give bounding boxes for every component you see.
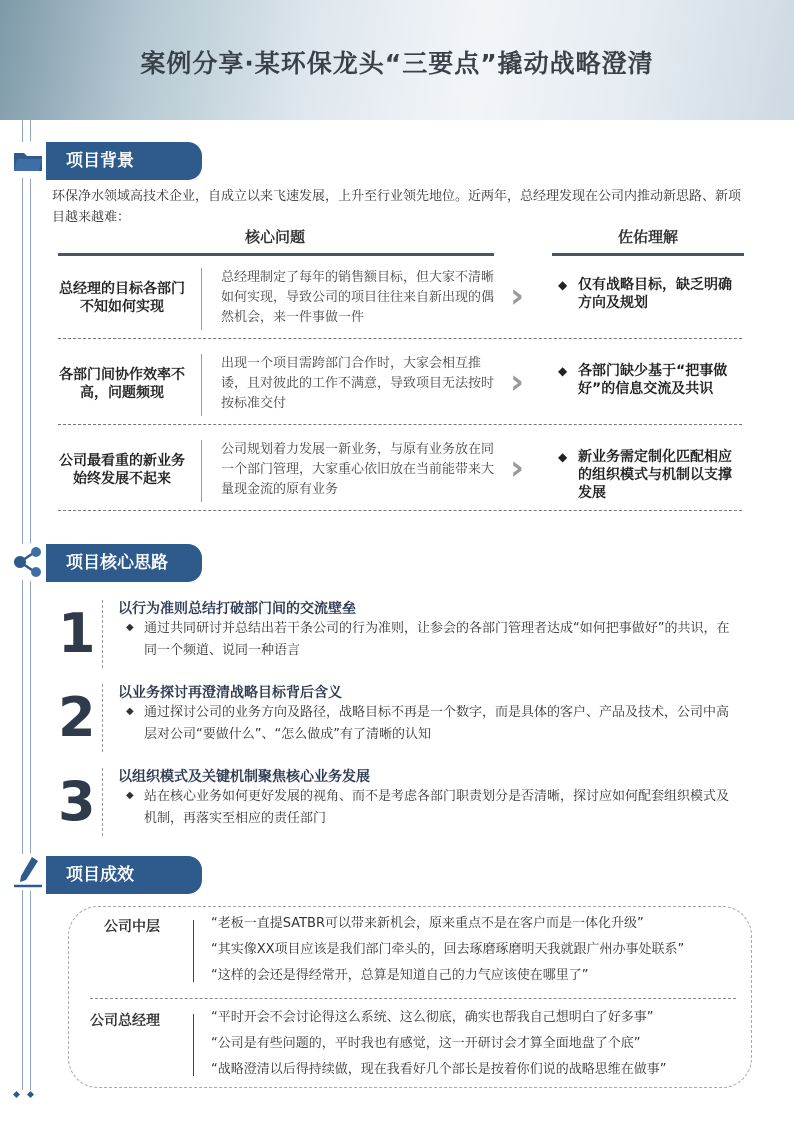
bullet-icon: ◆ — [126, 622, 134, 633]
header-banner — [0, 0, 794, 120]
pen-icon — [8, 852, 48, 892]
step-divider — [102, 600, 104, 668]
row-separator — [58, 510, 742, 511]
step-title: 以组织模式及关键机制聚焦核心业务发展 — [118, 769, 370, 785]
intro-text: 环保净水领域高技术企业，自成立以来飞速发展，上升至行业领先地位。近两年，总经理发现在公司内推动新思路、新项目越来越难： — [52, 189, 742, 225]
step-number: 1 — [58, 602, 96, 665]
step-number: 3 — [58, 770, 96, 833]
chevron-right-icon: › — [510, 362, 525, 402]
feedback-quote: “这样的会还是得经常开，总算是知道自己的力气应该使在哪里了” — [211, 968, 589, 983]
approach-step — [58, 598, 748, 678]
share-nodes-icon — [8, 542, 48, 582]
approach-step — [58, 766, 748, 846]
row-divider — [201, 354, 202, 416]
section-results — [0, 856, 210, 894]
issue-detail: 公司规划着力发展一新业务，与原有业务放在同一个部门管理，大家重心依旧放在当前能带来大量现金流的原有业务 — [221, 442, 495, 497]
step-divider — [102, 684, 104, 752]
step-number: 2 — [58, 686, 96, 749]
left-rule — [22, 120, 23, 1090]
row-separator — [58, 338, 742, 339]
issue-detail: 总经理制定了每年的销售额目标，但大家不清晰如何实现，导致公司的项目往往来自新出现的偶然机会，来一件事做一件 — [221, 270, 495, 325]
page-title: 案例分享·某环保龙头“三要点”撬动战略澄清 — [140, 49, 654, 78]
step-title: 以行为准则总结打破部门间的交流壁垒 — [118, 601, 356, 617]
col-head-issue: 核心问题 — [244, 228, 305, 246]
row-divider — [201, 268, 202, 330]
row-separator — [58, 424, 742, 425]
left-rule — [30, 120, 31, 1090]
step-text: 通过共同研讨并总结出若干条公司的行为准则，让参会的各部门管理者达成“如何把事做好”的共识，在同一个频道、说同一种语言 — [144, 621, 730, 658]
understanding: ◆ 各部门缺少基于“把事做好”的信息交流及共识 — [558, 362, 744, 398]
feedback-quote: “战略澄清以后得持续做，现在我看好几个部长是按着你们说的战略思维在做事” — [211, 1062, 667, 1077]
feedback-quote: “平时开会不会讨论得这么系统、这么彻底，确实也帮我自己想明白了好多事” — [211, 1010, 654, 1025]
issue-question: 公司最看重的新业务始终发展不起来 — [59, 453, 185, 487]
rule-end-marker — [27, 1091, 34, 1098]
feedback-divider — [193, 920, 194, 982]
understanding-text: 仅有战略目标，缺乏明确方向及规划 — [578, 277, 732, 311]
understanding-text: 新业务需定制化匹配相应的组织模式与机制以支撑发展 — [578, 449, 732, 501]
issue-row — [58, 434, 742, 520]
issue-question: 各部门间协作效率不高，问题频现 — [59, 367, 185, 401]
understanding: ◆ 仅有战略目标，缺乏明确方向及规划 — [558, 276, 744, 312]
issue-question: 总经理的目标各部门不知如何实现 — [59, 281, 185, 315]
row-divider — [201, 440, 202, 502]
section-tab: 项目核心思路 — [46, 544, 202, 582]
issue-detail: 出现一个项目需跨部门合作时，大家会相互推诿，且对彼此的工作不满意，导致项目无法按时按标准交付 — [221, 356, 495, 411]
issue-row — [58, 348, 742, 434]
feedback-quote: “其实像XX项目应该是我们部门牵头的，回去琢磨琢磨明天我就跟广州办事处联系” — [211, 942, 685, 957]
understanding-text: 各部门缺少基于“把事做好”的信息交流及共识 — [578, 363, 728, 397]
col-head-understanding: 佐佑理解 — [617, 228, 678, 246]
section-background — [0, 142, 210, 180]
feedback-group-label: 公司总经理 — [90, 1013, 160, 1029]
issue-row — [58, 262, 742, 348]
step-text: 通过探讨公司的业务方向及路径，战略目标不再是一个数字，而是具体的客户、产品及技术，公司中高层对公司“要做什么”、“怎么做成”有了清晰的认知 — [144, 705, 730, 742]
col-rule — [552, 253, 744, 256]
feedback-quote: “老板一直提SATBR可以带来新机会，原来重点不是在客户而是一体化升级” — [211, 916, 644, 931]
feedback-separator — [90, 998, 736, 999]
rule-end-marker — [13, 1091, 20, 1098]
bullet-icon: ◆ — [126, 790, 134, 801]
section-tab: 项目成效 — [46, 856, 202, 894]
bullet-icon: ◆ — [126, 706, 134, 717]
step-divider — [102, 768, 104, 836]
feedback-quote: “公司是有些问题的，平时我也有感觉，这一开研讨会才算全面地盘了个底” — [211, 1036, 641, 1051]
folder-icon — [8, 140, 48, 180]
section-tab: 项目背景 — [46, 142, 202, 180]
feedback-group-label: 公司中层 — [104, 919, 160, 935]
step-text: 站在核心业务如何更好发展的视角、而不是考虑各部门职责划分是否清晰，探讨应如何配套组织模式及机制，再落实至相应的责任部门 — [144, 789, 730, 826]
step-title: 以业务探讨再澄清战略目标背后含义 — [118, 685, 342, 701]
chevron-right-icon: › — [510, 448, 525, 488]
understanding: ◆ 新业务需定制化匹配相应的组织模式与机制以支撑发展 — [558, 448, 744, 502]
chevron-right-icon: › — [510, 276, 525, 316]
section-approach — [0, 544, 210, 582]
col-rule — [58, 253, 494, 256]
approach-step — [58, 682, 748, 762]
feedback-divider — [193, 1014, 194, 1076]
